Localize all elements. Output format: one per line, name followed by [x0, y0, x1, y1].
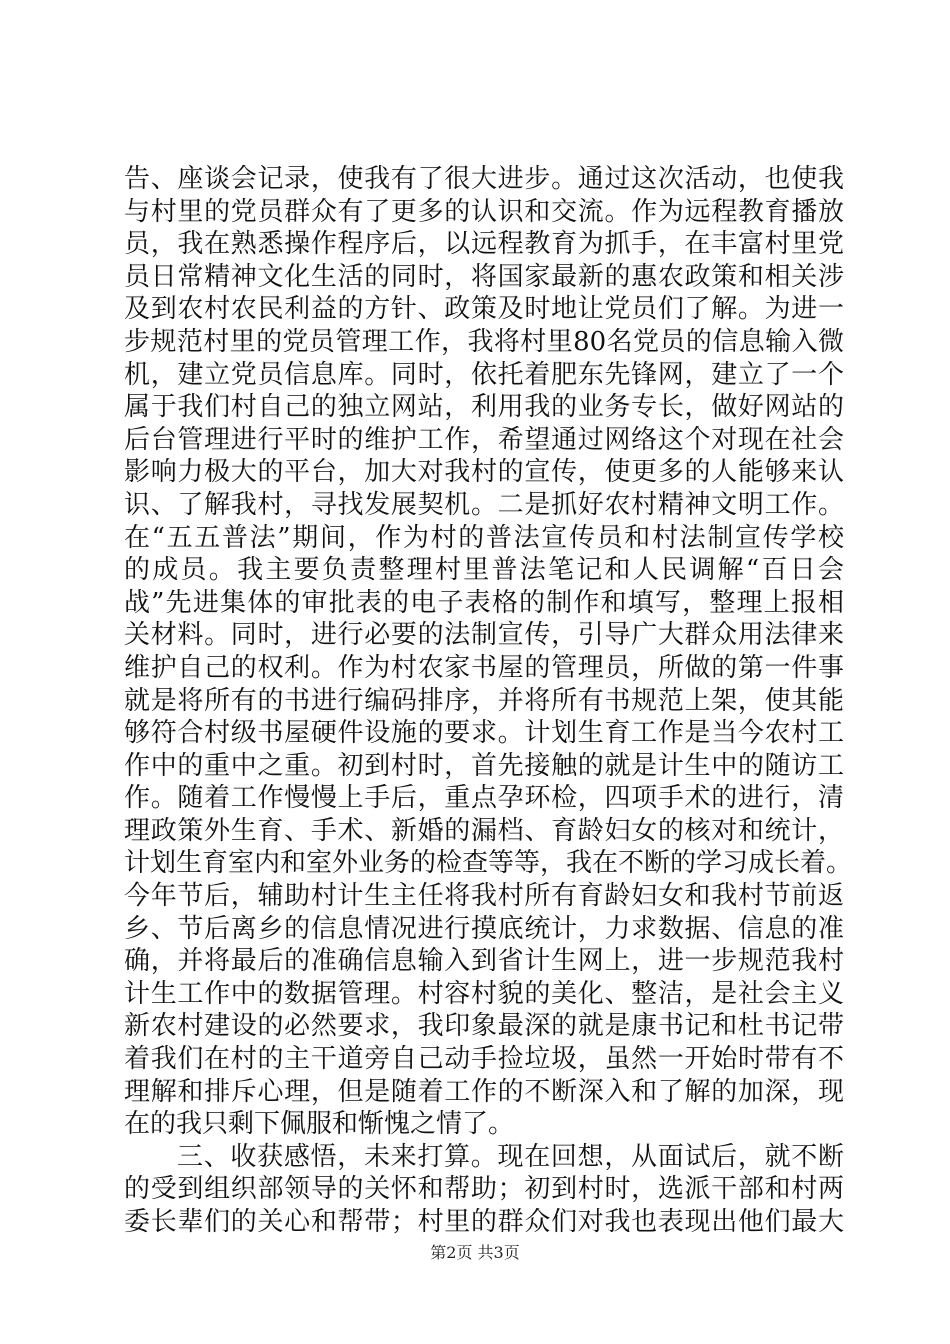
- body-text: [124, 163, 853, 1239]
- text-line: 识、了解我村，寻找发展契机。二是抓好农村精神文明工作。: [124, 489, 844, 520]
- text-line: 计划生育室内和室外业务的检查等等，我在不断的学习成长着。: [124, 848, 853, 879]
- text-line: 乡、节后离乡的信息情况进行摸底统计，力求数据、信息的准: [124, 913, 844, 944]
- text-line: 新农村建设的必然要求，我印象最深的就是康书记和杜书记带: [124, 1011, 844, 1042]
- text-line: 计生工作中的数据管理。村容村貌的美化、整洁，是社会主义: [124, 978, 844, 1009]
- text-line: 告、座谈会记录，使我有了很大进步。通过这次活动，也使我: [124, 164, 844, 194]
- paragraph-first-line: 三、收获感悟，未来打算。现在回想，从面试后，就不断: [177, 1141, 844, 1172]
- text-line: 战”先进集体的审批表的电子表格的制作和填写，整理上报相: [124, 587, 844, 618]
- text-line: 员，我在熟悉操作程序后，以远程教育为抓手，在丰富村里党: [124, 229, 844, 260]
- text-line: 作中的重中之重。初到村时，首先接触的就是计生中的随访工: [124, 750, 844, 781]
- text-line: 步规范村里的党员管理工作，我将村里80名党员的信息输入微: [124, 326, 844, 357]
- text-line: 在“五五普法”期间，作为村的普法宣传员和村法制宣传学校: [124, 522, 844, 553]
- text-line: 属于我们村自己的独立网站，利用我的业务专长，做好网站的: [124, 392, 844, 423]
- text-line: 确，并将最后的准确信息输入到省计生网上，进一步规范我村: [124, 946, 844, 977]
- text-line: 委长辈们的关心和帮带；村里的群众们对我也表现出他们最大: [124, 1207, 844, 1237]
- text-line: 及到农村农民利益的方针、政策及时地让党员们了解。为进一: [124, 294, 844, 325]
- text-line: 机，建立党员信息库。同时，依托着肥东先锋网，建立了一个: [124, 359, 844, 390]
- text-line: 够符合村级书屋硬件设施的要求。计划生育工作是当今农村工: [124, 718, 844, 749]
- text-line: 后台管理进行平时的维护工作，希望通过网络这个对现在社会: [124, 424, 844, 455]
- text-line: 影响力极大的平台，加大对我村的宣传，使更多的人能够来认: [124, 457, 844, 488]
- text-line: 的成员。我主要负责整理村里普法笔记和人民调解“百日会: [124, 555, 844, 586]
- text-line: 理解和排斥心理，但是随着工作的不断深入和了解的加深，现: [124, 1076, 844, 1107]
- text-line: 维护自己的权利。作为村农家书屋的管理员，所做的第一件事: [124, 652, 844, 683]
- text-line: 员日常精神文化生活的同时，将国家最新的惠农政策和相关涉: [124, 261, 844, 292]
- paragraph-end-line: 在的我只剩下佩服和惭愧之情了。: [124, 1109, 515, 1140]
- text-line: 理政策外生育、手术、新婚的漏档、育龄妇女的核对和统计，: [124, 815, 844, 846]
- page-number-footer: 第2页 共3页: [430, 1243, 520, 1262]
- text-line: 关材料。同时，进行必要的法制宣传，引导广大群众用法律来: [124, 620, 844, 651]
- text-line: 的受到组织部领导的关怀和帮助；初到村时，选派干部和村两: [124, 1174, 844, 1205]
- text-line: 与村里的党员群众有了更多的认识和交流。作为远程教育播放: [124, 196, 844, 227]
- text-line: 就是将所有的书进行编码排序，并将所有书规范上架，使其能: [124, 685, 844, 716]
- text-line: 作。随着工作慢慢上手后，重点孕环检，四项手术的进行，清: [124, 783, 844, 814]
- text-line: 着我们在村的主干道旁自己动手捡垃圾，虽然一开始时带有不: [124, 1044, 844, 1075]
- text-line: 今年节后，辅助村计生主任将我村所有育龄妇女和我村节前返: [124, 881, 844, 912]
